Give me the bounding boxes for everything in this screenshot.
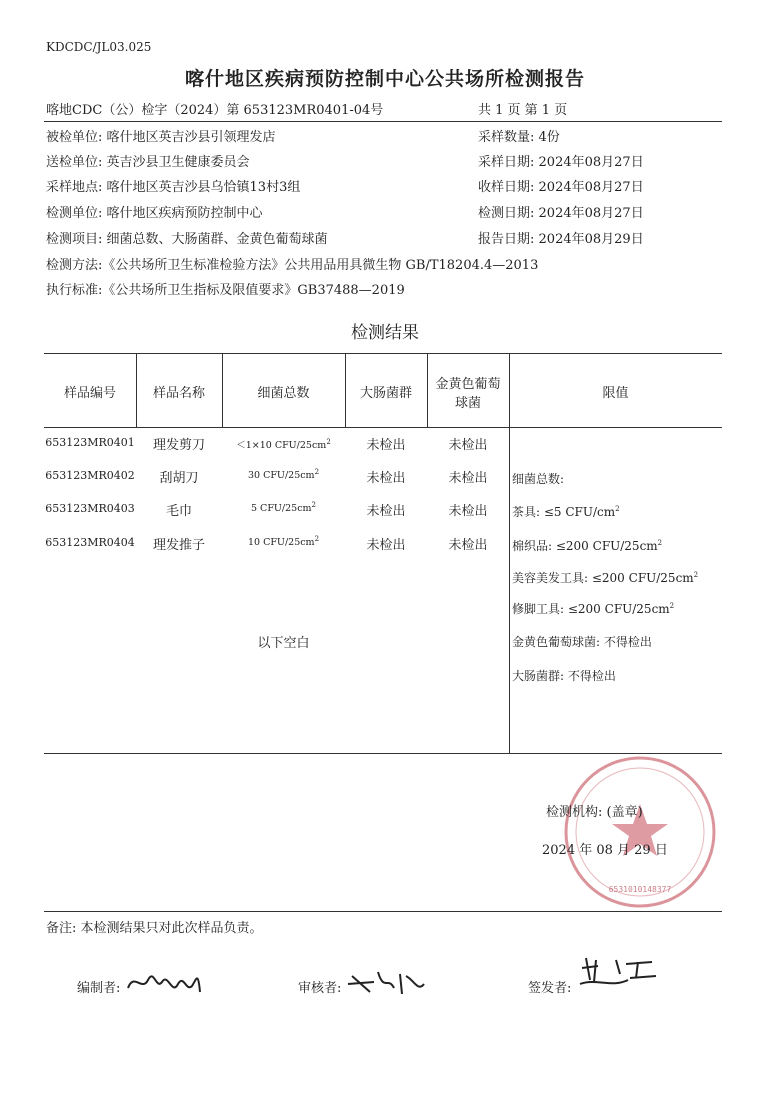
editor-signature <box>124 962 220 1002</box>
info-row: 采样日期: 2024年08月27日 <box>478 155 644 170</box>
bacteria-count: 5 CFU/$25cm^2$ <box>250 500 317 514</box>
remark: 备注: 本检测结果只对此次样品负责。 <box>46 921 263 936</box>
seal-number: 6531010148377 <box>608 885 672 894</box>
limit-line: 修脚工具: ≤200 CFU/$25cm^2$ <box>512 602 675 616</box>
bacteria-count: 10 CFU/$25cm^2$ <box>247 534 320 548</box>
remark-rule <box>44 911 722 912</box>
coliform-result: 未检出 <box>366 471 406 486</box>
header-rule <box>44 121 722 122</box>
page-count: 共 1 页 第 1 页 <box>478 103 568 118</box>
header-staph-line1: 金黄色葡萄 <box>435 377 501 392</box>
sample-name: 理发推子 <box>152 538 205 553</box>
header-sample-name: 样品名称 <box>152 386 205 401</box>
editor-label: 编制者: <box>77 981 121 996</box>
bacteria-count: 30 CFU/$25cm^2$ <box>247 467 320 481</box>
limit-line: 茶具: ≤5 CFU/$cm^2$ <box>512 505 620 519</box>
header-sample-id: 样品编号 <box>63 386 116 401</box>
header-bacteria: 细菌总数 <box>257 386 310 401</box>
limit-line: 大肠菌群: 不得检出 <box>512 669 616 683</box>
info-row: 检测单位: 喀什地区疾病预防控制中心 <box>46 206 263 221</box>
info-row: 报告日期: 2024年08月29日 <box>478 232 644 247</box>
document-code: KDCDC/JL03.025 <box>46 40 152 54</box>
info-row: 被检单位: 喀什地区英吉沙县引领理发店 <box>46 130 276 145</box>
staph-result: 未检出 <box>448 471 488 486</box>
info-row: 检测项目: 细菌总数、大肠菌群、金黄色葡萄球菌 <box>46 232 328 247</box>
limit-line: 棉织品: ≤200 CFU/$25cm^2$ <box>512 539 663 553</box>
info-row: 检测日期: 2024年08月27日 <box>478 206 644 221</box>
info-row: 收样日期: 2024年08月27日 <box>478 180 644 195</box>
header-coliform: 大肠菌群 <box>359 386 412 401</box>
sample-id: 653123MR0401 <box>45 436 135 449</box>
bacteria-count: ＜1×10 CFU/$25cm^2$ <box>236 437 331 451</box>
table-top-rule <box>44 353 722 354</box>
sample-id: 653123MR0404 <box>45 536 135 549</box>
staph-result: 未检出 <box>448 538 488 553</box>
info-row: 采样地点: 喀什地区英吉沙县乌恰镇13村3组 <box>46 180 301 195</box>
institution-label: 检测机构: (盖章) <box>546 805 643 820</box>
reviewer-label: 审核者: <box>298 981 342 996</box>
table-header-rule <box>44 427 722 428</box>
sample-name: 理发剪刀 <box>152 438 205 453</box>
sample-id: 653123MR0403 <box>45 502 135 515</box>
reviewer-signature <box>344 962 434 1002</box>
limit-line: 美容美发工具: ≤200 CFU/$25cm^2$ <box>512 571 699 585</box>
issuer-label: 签发者: <box>528 981 572 996</box>
header-limit: 限值 <box>602 386 629 401</box>
info-row: 采样数量: 4份 <box>478 130 560 145</box>
sample-id: 653123MR0402 <box>45 469 135 482</box>
coliform-result: 未检出 <box>366 504 406 519</box>
test-method: 检测方法:《公共场所卫生标准检验方法》公共用品用具微生物 GB/T18204.4—2013 <box>46 258 539 273</box>
report-number: 喀地CDC（公）检字（2024）第 653123MR0401-04号 <box>46 103 384 118</box>
issuer-signature <box>576 950 666 994</box>
execution-standard: 执行标准:《公共场所卫生指标及限值要求》GB37488—2019 <box>46 283 405 298</box>
staph-result: 未检出 <box>448 438 488 453</box>
report-title: 喀什地区疾病预防控制中心公共场所检测报告 <box>184 68 585 90</box>
info-row: 送检单位: 英吉沙县卫生健康委员会 <box>46 155 250 170</box>
results-title: 检测结果 <box>351 323 419 343</box>
staph-result: 未检出 <box>448 504 488 519</box>
limit-line: 细菌总数: <box>512 472 565 486</box>
col-divider <box>509 353 510 753</box>
sign-date: 2024 年 08 月 29 日 <box>542 843 668 858</box>
coliform-result: 未检出 <box>366 438 406 453</box>
sample-name: 刮胡刀 <box>159 471 199 486</box>
blank-below-note: 以下空白 <box>257 636 310 651</box>
limit-line: 金黄色葡萄球菌: 不得检出 <box>512 635 652 649</box>
sample-name: 毛巾 <box>165 504 192 519</box>
coliform-result: 未检出 <box>366 538 406 553</box>
header-staph-line2: 球菌 <box>454 396 481 411</box>
official-seal <box>560 752 720 912</box>
